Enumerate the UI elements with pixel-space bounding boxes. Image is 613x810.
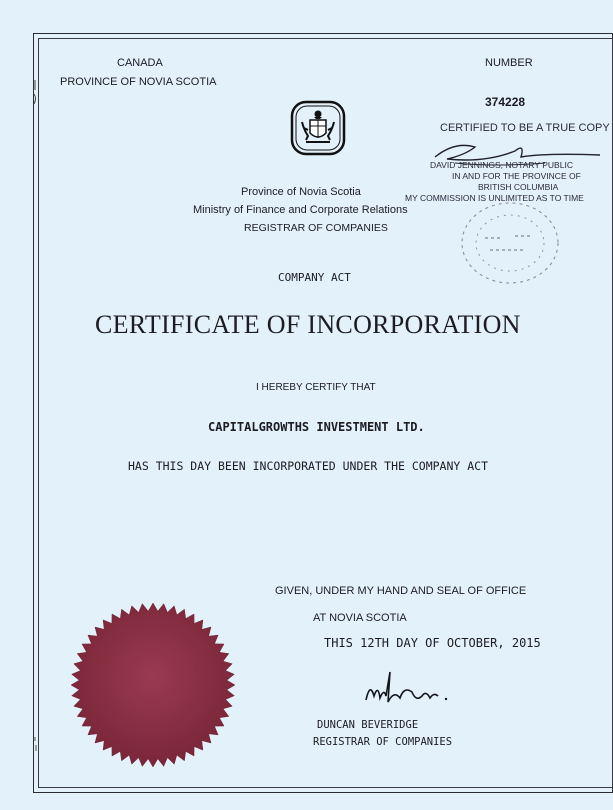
margin-mark — [32, 735, 42, 755]
given-under-hand-line: GIVEN, UNDER MY HAND AND SEAL OF OFFICE — [275, 585, 527, 597]
certify-line: I HEREBY CERTIFY THAT — [256, 382, 376, 393]
ministry-province-line: Province of Novia Scotia — [241, 186, 361, 198]
certified-true-copy-label: CERTIFIED TO BE A TRUE COPY — [440, 122, 610, 134]
notary-commission-line: MY COMMISSION IS UNLIMITED AS TO TIME — [405, 193, 584, 203]
margin-mark — [30, 80, 40, 110]
province-label: PROVINCE OF NOVIA SCOTIA — [60, 76, 217, 88]
notary-jurisdiction-line: IN AND FOR THE PROVINCE OF — [452, 171, 581, 181]
country-label: CANADA — [117, 57, 163, 69]
certificate-title: CERTIFICATE OF INCORPORATION — [95, 310, 521, 339]
place-line: AT NOVIA SCOTIA — [313, 612, 407, 624]
company-name: CAPITALGROWTHS INVESTMENT LTD. — [208, 420, 425, 434]
registrar-signature-icon — [360, 662, 470, 710]
notary-stamp-icon — [455, 198, 575, 293]
red-seal-icon — [68, 600, 238, 770]
notary-name: DAVID JENNINGS, NOTARY PUBLIC — [430, 160, 573, 170]
date-line: THIS 12TH DAY OF OCTOBER, 2015 — [324, 636, 541, 650]
incorporation-statement: HAS THIS DAY BEEN INCORPORATED UNDER THE COMPANY ACT — [128, 459, 489, 473]
registrar-name: DUNCAN BEVERIDGE — [317, 719, 419, 731]
certificate-number: 374228 — [485, 95, 526, 109]
notary-province-line: BRITISH COLUMBIA — [478, 182, 559, 192]
act-label: COMPANY ACT — [278, 271, 351, 284]
number-label: NUMBER — [485, 57, 533, 69]
registrar-title: REGISTRAR OF COMPANIES — [313, 736, 453, 748]
coat-of-arms-icon — [290, 100, 346, 156]
ministry-name: Ministry of Finance and Corporate Relations — [193, 204, 408, 216]
registrar-office-label: REGISTRAR OF COMPANIES — [244, 222, 388, 234]
